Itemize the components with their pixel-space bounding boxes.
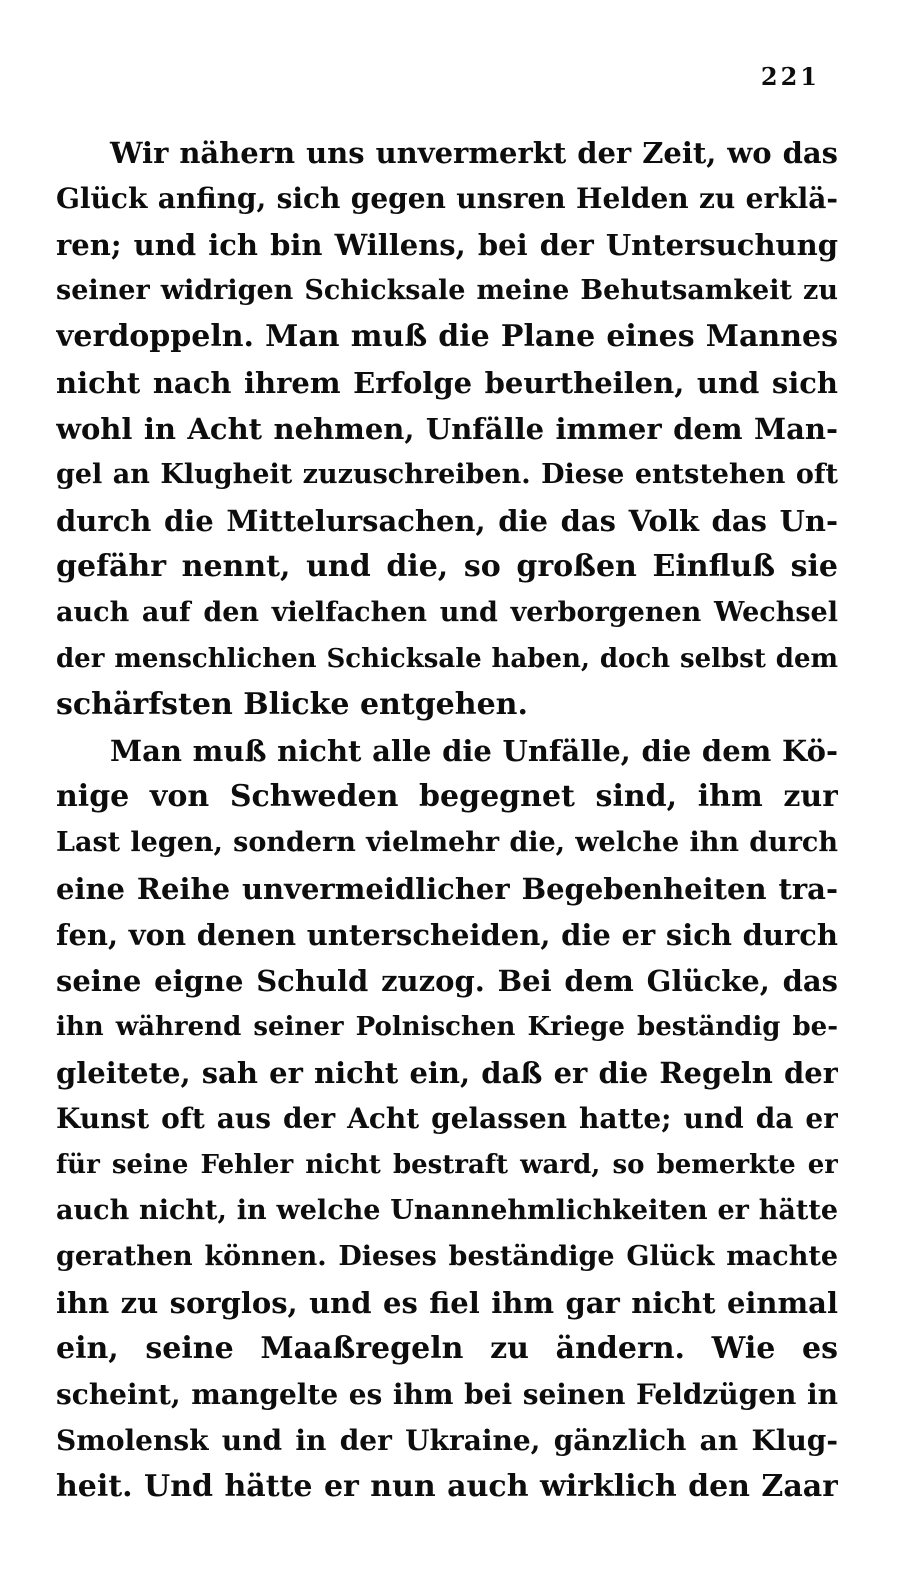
- text-line: gleitete, sah er nicht ein, daß er die Regeln der: [56, 1056, 838, 1090]
- page-number: 221: [760, 62, 820, 91]
- text-line: verdoppeln. Man muß die Plane eines Mannes: [56, 319, 838, 354]
- text-line: der menschlichen Schicksale haben, doch selbst dem: [56, 644, 838, 674]
- text-line: seine eigne Schuld zuzog. Bei dem Glücke, das: [56, 964, 838, 998]
- paragraph-1: [56, 130, 838, 728]
- text-line: wohl in Acht nehmen, Unfälle immer dem Man-: [56, 412, 838, 446]
- text-line: ihn zu sorglos, und es fiel ihm gar nicht einmal: [56, 1286, 838, 1320]
- text-line: Kunst oft aus der Acht gelassen hatte; und da er: [56, 1102, 838, 1135]
- text-line: heit. Und hätte er nun auch wirklich den Zaar: [56, 1469, 838, 1504]
- text-line: durch die Mittelursachen, die das Volk das Un-: [56, 504, 838, 538]
- text-line: nicht nach ihrem Erfolge beurtheilen, und sich: [56, 366, 838, 400]
- text-line: gerathen können. Dieses beständige Glück machte: [56, 1241, 838, 1272]
- text-line: auch nicht, in welche Unannehmlichkeiten er hätte: [56, 1195, 838, 1226]
- text-line: Last legen, sondern vielmehr die, welche ihn durch: [56, 827, 838, 858]
- body-text: [56, 130, 838, 1510]
- text-line: ren; und ich bin Willens, bei der Untersuchung: [56, 228, 838, 262]
- text-line: schärfsten Blicke entgehen.: [56, 687, 528, 722]
- text-line: auch auf den vielfachen und verborgenen Wechsel: [56, 597, 838, 628]
- text-line: ihn während seiner Polnischen Kriege beständig be-: [56, 1012, 838, 1042]
- paragraph-2: [56, 728, 838, 1510]
- text-line: fen, von denen unterscheiden, die er sich durch: [56, 918, 838, 952]
- text-line: eine Reihe unvermeidlicher Begebenheiten tra-: [56, 872, 838, 906]
- text-line: Glück anfing, sich gegen unsren Helden zu erklä-: [56, 182, 838, 215]
- text-line: gefähr nennt, und die, so großen Einfluß sie: [56, 549, 838, 584]
- text-line: seiner widrigen Schicksale meine Behutsamkeit zu: [56, 275, 838, 306]
- text-line: für seine Fehler nicht bestraft ward, so bemerkte er: [56, 1150, 838, 1180]
- text-line: Wir nähern uns unvermerkt der Zeit, wo das: [110, 136, 838, 170]
- text-line: ein, seine Maaßregeln zu ändern. Wie es: [56, 1331, 838, 1366]
- text-line: gel an Klugheit zuzuschreiben. Diese entstehen oft: [56, 459, 838, 490]
- text-line: Man muß nicht alle die Unfälle, die dem Kö-: [110, 734, 838, 768]
- text-line: scheint, mangelte es ihm bei seinen Feldzügen in: [56, 1378, 838, 1411]
- text-line: Smolensk und in der Ukraine, gänzlich an Klug-: [56, 1424, 838, 1457]
- text-line: nige von Schweden begegnet sind, ihm zur: [56, 779, 838, 814]
